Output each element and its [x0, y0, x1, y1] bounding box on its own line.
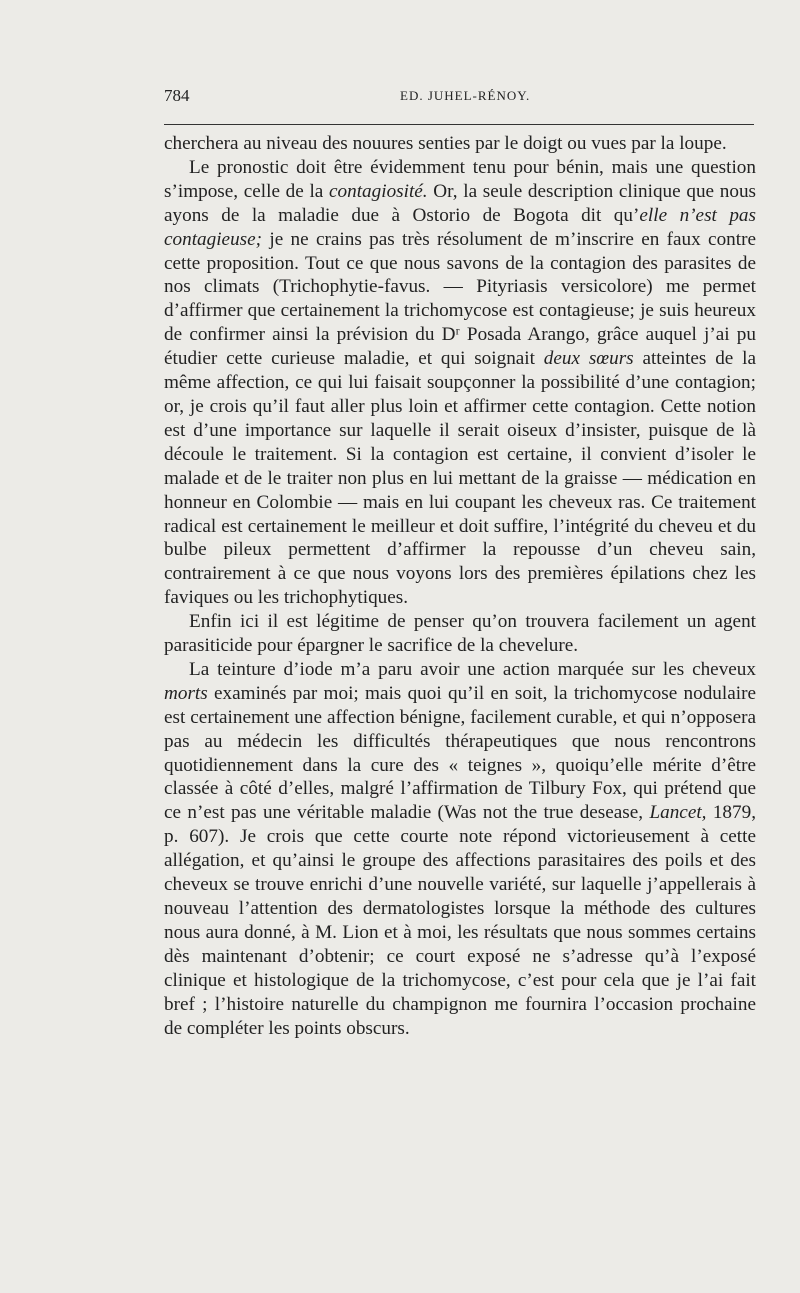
italic-text: morts: [164, 682, 208, 704]
paragraph: [164, 156, 756, 610]
paragraph-text: La teinture d’iode m’a paru avoir une action marquée sur les cheveux: [189, 658, 756, 680]
running-head: ED. JUHEL-RÉNOY.: [400, 88, 531, 103]
italic-text: Lancet,: [649, 802, 707, 824]
body-text: [164, 132, 756, 1040]
paragraph-text: je ne crains pas très résolument de m’inscrire en faux contre cette proposition. Tout ce que nous savons de la contagion des parasites de nos climats (Trichophytie-favus. — Pityriasis versicolore) me permet d’affirmer que certainement la trichomycose est contagieuse; je suis heureux de confirmer ainsi la prévision du Dʳ Posada Arango, grâce auquel j’ai pu étudier cette curieuse maladie, et qui soignait: [164, 228, 756, 370]
page-header: [164, 86, 754, 112]
paragraph-text: atteintes de la même affection, ce qui lui faisait soupçonner la possibilité d’une contagion; or, je crois qu’il faut aller plus loin et affirmer cette contagion. Cette notion est d’une importance sur laquelle il serait oiseux d’insister, puisque de là découle le traitement. Si la contagion est certaine, il convient d’isoler le malade et de le traiter non plus en lui mettant de la graisse — médication en honneur en Colombie — mais en lui coupant les cheveux ras. Ce traitement radical est certainement le meilleur et doit suffire, l’intégrité du cheveu et du bulbe pileux permettent d’affirmer la repousse d’un cheveu sain, contrairement à ce que nous voyons lors des premières épilations chez les faviques ou les trichophytiques.: [164, 348, 756, 609]
header-rule: [164, 124, 754, 125]
paragraph-text: Le pronostic doit être évidemment tenu pour bénin, mais une question s’impose, celle de la: [164, 156, 756, 202]
paragraph-text: examinés par moi; mais quoi qu’il en soit, la trichomycose nodulaire est certainement une affection bénigne, facilement curable, et qui n’opposera pas au médecin les difficultés thérapeutiques que nous rencontrons quotidiennement dans la cure des « teignes », quoiqu’elle mérite d’être classée à côté d’elles, malgré l’affirmation de Tilbury Fox, qui prétend que ce n’est pas une véritable maladie (Was not the true desease,: [164, 682, 756, 824]
paragraph-text: cherchera au niveau des nouures senties par le doigt ou vues par la loupe.: [164, 133, 727, 154]
paragraph: [164, 610, 756, 658]
italic-text: deux sœurs: [543, 348, 634, 370]
italic-text: contagiosité.: [329, 180, 428, 202]
page-number: 784: [164, 86, 190, 105]
paragraph-text: Or, la seule description clinique que nous ayons de la maladie due à Ostorio de Bogota dit qu’: [164, 180, 757, 226]
paragraph-text: Enfin ici il est légitime de penser qu’on trouvera facilement un agent parasiticide pour épargner le sacrifice de la chevelure.: [164, 611, 756, 657]
paragraph: [164, 658, 756, 1041]
paragraph-text: 1879, p. 607). Je crois que cette courte note répond victorieusement à cette allégation, et qu’ainsi le groupe des affections parasitaires des poils et des cheveux se trouve enrichi d’une nouvelle variété, sur laquelle j’appellerais à nouveau l’attention des dermatologistes lorsque la méthode des cultures nous aura donné, à M. Lion et à moi, les résultats que nous sommes certains dès maintenant d’obtenir; ce court exposé ne s’adresse qu’à l’exposé clinique et histologique de la trichomycose, c’est pour cela que je l’ai fait bref ; l’histoire naturelle du champignon me fournira l’occasion prochaine de compléter les points obscurs.: [164, 802, 756, 1039]
italic-text: elle n’est pas contagieuse;: [164, 204, 756, 250]
paragraph: [164, 132, 756, 156]
